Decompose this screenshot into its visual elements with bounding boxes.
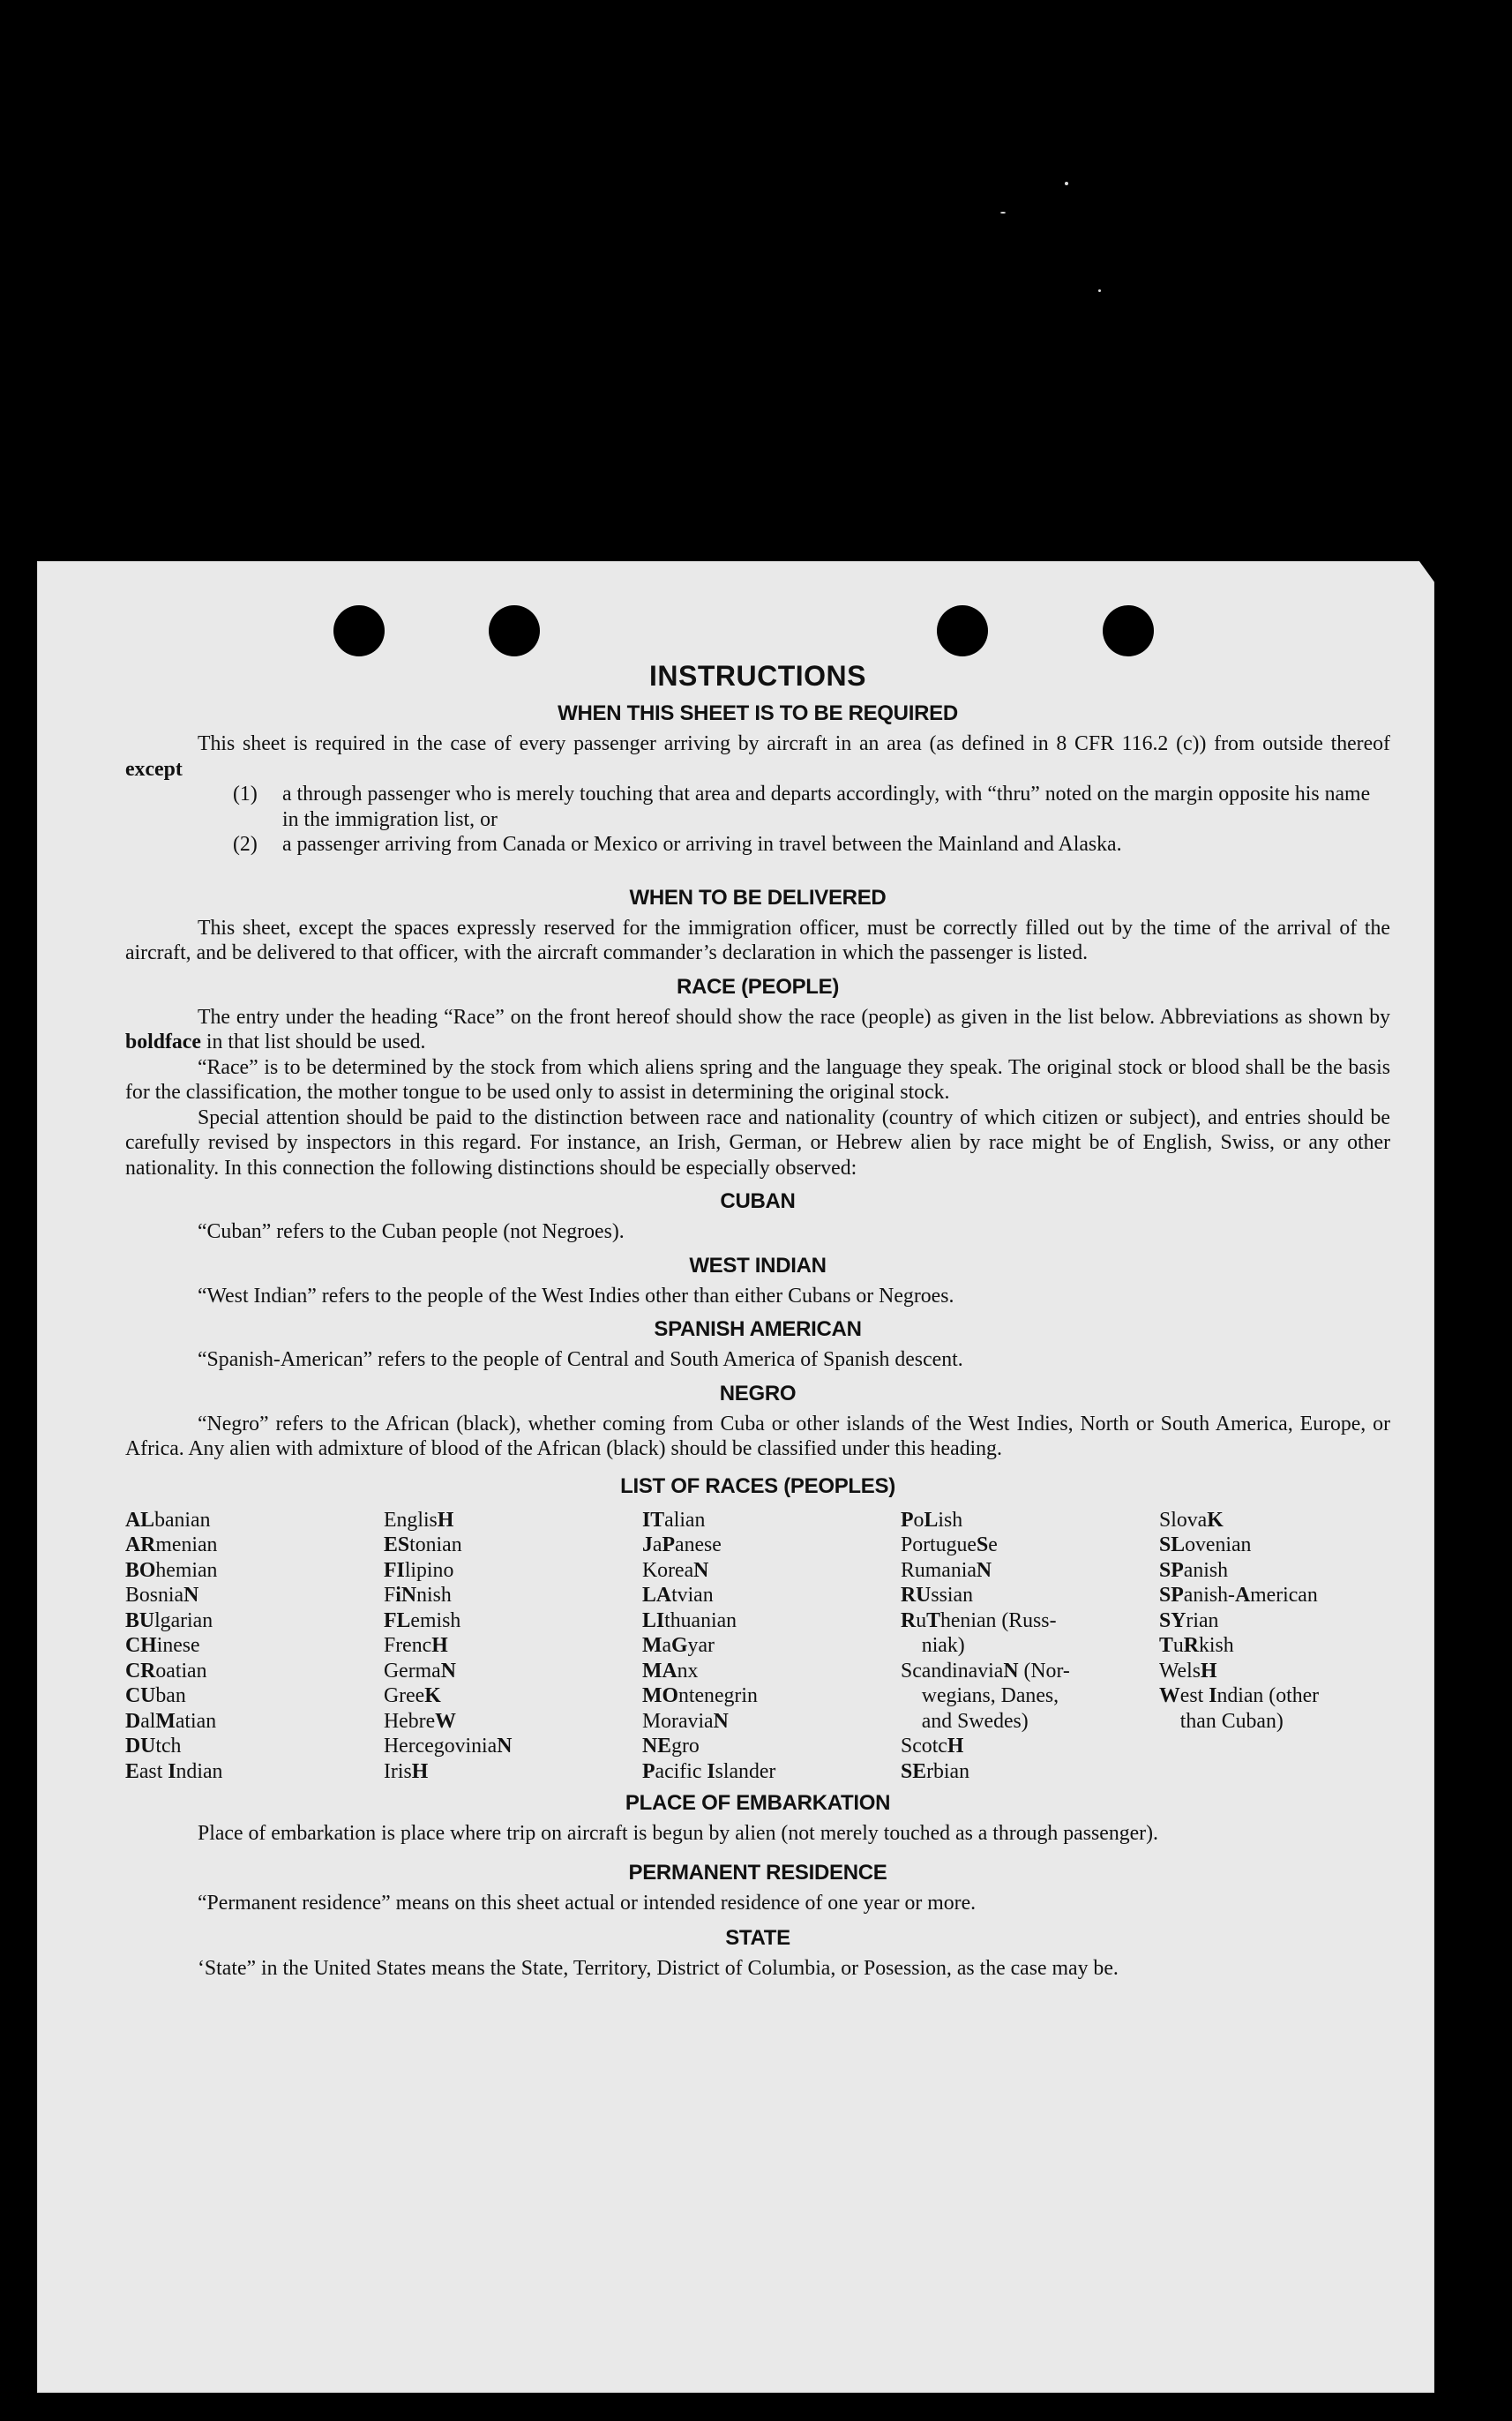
race-entry (642, 1709, 901, 1735)
dust-speck (1000, 212, 1006, 214)
race-entry (125, 1633, 384, 1659)
race-entry-text: N (713, 1709, 729, 1733)
race-entry (1159, 1683, 1418, 1709)
race-entry-text: RU (901, 1584, 932, 1607)
race-entry-text: henian (Russ- (939, 1608, 1057, 1632)
race-entry-text: P (662, 1533, 676, 1556)
race-entry (901, 1633, 1159, 1659)
race-entry-text: M (642, 1634, 662, 1657)
race-entry-text: M (155, 1709, 176, 1733)
race-entry-text: est (1179, 1684, 1209, 1707)
race-entry (125, 1583, 384, 1608)
section-heading-delivered: WHEN TO BE DELIVERED (629, 885, 887, 910)
race-entry (642, 1633, 901, 1659)
race-entry-text: BO (125, 1558, 156, 1582)
race-entry-text: rian (1186, 1608, 1219, 1632)
delivered-text: This sheet, except the spaces expressly reserved for the immigration officer, must be correctly filled out by the time of the arrival of the aircraft, and be delivered to that officer, with the aircraft commander’s declaration in which the passenger is listed. (125, 916, 1390, 964)
race-entry-text: niak) (901, 1634, 965, 1657)
dust-speck (1065, 182, 1068, 185)
race-entry (1159, 1508, 1418, 1533)
race-entry-text: W (435, 1709, 456, 1733)
race-entry-text: u (1172, 1634, 1184, 1657)
punch-hole (489, 605, 540, 656)
race-entry (642, 1759, 901, 1785)
race-entry-text: G (671, 1634, 688, 1657)
section-heading-residence: PERMANENT RESIDENCE (628, 1860, 887, 1885)
race-entry-text: ndian (other (1216, 1684, 1320, 1707)
item-number: (1) (233, 783, 258, 806)
race-entry (125, 1508, 384, 1533)
state-text: ‘State” in the United States means the State, Territory, District of Columbia, or Posession, as the case may be. (198, 1957, 1119, 1980)
race-entry-text: emish (410, 1608, 461, 1632)
race-entry (642, 1734, 901, 1759)
race-entry-text: K (424, 1684, 441, 1707)
race-entry-text: nx (677, 1659, 699, 1683)
race-entry-text: I (1209, 1684, 1217, 1707)
race-entry-text: than Cuban) (1159, 1709, 1284, 1733)
race-entry-text: ssian (931, 1584, 973, 1607)
races-list (125, 1508, 1390, 1785)
race-entry-text: P (642, 1759, 655, 1783)
race-entry-text: Wels (1159, 1659, 1201, 1683)
races-column (901, 1508, 1159, 1785)
race-entry-text: Slova (1159, 1508, 1208, 1532)
race-entry-text: ast (138, 1759, 168, 1783)
race-entry-text: a (652, 1533, 662, 1556)
race-entry (384, 1709, 642, 1735)
race-entry-text: al (140, 1709, 156, 1733)
race-entry-text: hemian (155, 1558, 218, 1582)
race-entry-text: I (168, 1759, 176, 1783)
race-entry-text: I (707, 1759, 715, 1783)
race-entry (125, 1608, 384, 1634)
race-entry-text: H (411, 1759, 429, 1783)
race-entry-text: MA (642, 1659, 677, 1683)
race-entry (901, 1508, 1159, 1533)
race-entry-text: ban (155, 1684, 186, 1707)
section-heading-cuban: CUBAN (720, 1189, 796, 1213)
item-number: (2) (233, 833, 258, 856)
race-entry-text: Scandinavia (901, 1659, 1004, 1683)
race-entry-text: K (1207, 1508, 1224, 1532)
race-entry-text: Portugue (901, 1533, 977, 1556)
race-entry-text: FI (384, 1558, 405, 1582)
race-entry-text: ndian (176, 1759, 223, 1783)
race-entry (1159, 1583, 1418, 1608)
race-paragraph-2: “Race” is to be determined by the stock from which aliens spring and the language they speak. The original stock or blood shall be the basis for the classification, the mother tongue to be used only to assist in determining the original stock. (125, 1055, 1390, 1104)
race-entry-text: ntenegrin (677, 1684, 758, 1707)
race-entry (901, 1734, 1159, 1759)
race-entry-text: D (125, 1709, 141, 1733)
required-item-2 (125, 832, 1390, 858)
race-entry (125, 1659, 384, 1684)
race-entry-text: SP (1159, 1584, 1184, 1607)
race-entry-text: tonian (409, 1533, 462, 1556)
race-entry-text: N (693, 1558, 709, 1582)
race-entry (642, 1583, 901, 1608)
race-entry-text: anese (675, 1533, 722, 1556)
race-paragraph-1 (125, 1005, 1390, 1055)
race-entry-text: A (1234, 1584, 1251, 1607)
west-indian-text: “West Indian” refers to the people of the West Indies other than either Cubans or Negroes. (198, 1284, 954, 1308)
punch-hole (937, 605, 988, 656)
document-sheet (37, 561, 1434, 2393)
race-entry (1159, 1659, 1418, 1684)
race-entry-text: J (642, 1533, 653, 1556)
race-entry-text: o (913, 1508, 924, 1532)
race-entry (384, 1633, 642, 1659)
race-paragraph-3: Special attention should be paid to the distinction between race and nationality (country of which citizen or subject), and entries should be carefully revised by inspectors in this regard. For instance, an Irish, German, or Hebrew alien by race might be of English, Swiss, or any other nationality. In this connection the following distinctions should be especially observed: (125, 1106, 1390, 1180)
race-p1-b: in that list should be used. (206, 1031, 426, 1053)
race-entry-text: menian (155, 1533, 218, 1556)
race-entry (901, 1608, 1159, 1634)
race-entry-text: S (976, 1533, 989, 1556)
dust-speck (1098, 289, 1101, 292)
race-entry (642, 1659, 901, 1684)
race-entry-text: merican (1250, 1584, 1318, 1607)
race-entry-text: Bosnia (125, 1584, 184, 1607)
race-entry-text: (Nor- (1018, 1659, 1070, 1683)
race-entry-text: IT (642, 1508, 665, 1532)
race-entry (901, 1533, 1159, 1558)
race-entry-text: gro (671, 1735, 700, 1758)
race-entry-text: SL (1159, 1533, 1186, 1556)
race-entry (642, 1508, 901, 1533)
cuban-text: “Cuban” refers to the Cuban people (not Negroes). (198, 1220, 625, 1243)
race-entry-text: N (183, 1584, 199, 1607)
corner-notch (1417, 558, 1440, 589)
race-entry-text: H (947, 1735, 964, 1758)
race-entry-text: AL (125, 1508, 155, 1532)
section-heading-state: STATE (725, 1926, 790, 1950)
section-heading-spanish-american: SPANISH AMERICAN (654, 1317, 862, 1341)
race-entry-text: acific (655, 1759, 707, 1783)
race-entry-text: banian (154, 1508, 211, 1532)
race-entry (901, 1558, 1159, 1584)
embarkation-text: Place of embarkation is place where trip on aircraft is begun by alien (not merely touched as a through passenger). (198, 1822, 1158, 1845)
race-entry-text: atian (175, 1709, 217, 1733)
race-entry (384, 1734, 642, 1759)
race-entry-text: CH (125, 1634, 157, 1657)
section-heading-negro: NEGRO (719, 1381, 797, 1405)
race-entry (901, 1659, 1159, 1684)
race-entry-text: L (924, 1508, 939, 1532)
race-entry (384, 1683, 642, 1709)
race-entry-text: W (1159, 1684, 1180, 1707)
race-entry-text: SY (1159, 1608, 1186, 1632)
race-entry-text: T (926, 1608, 940, 1632)
race-entry-text: CR (125, 1659, 156, 1683)
race-entry-text: Englis (384, 1508, 438, 1532)
race-entry-text: anish- (1183, 1584, 1235, 1607)
race-entry-text: AR (125, 1533, 156, 1556)
race-entry-text: BU (125, 1608, 155, 1632)
required-item-1 (125, 782, 1390, 832)
page-title: INSTRUCTIONS (649, 660, 866, 692)
race-entry-text: lipino (404, 1558, 454, 1582)
race-entry-text: R (1183, 1634, 1199, 1657)
section-heading-embarkation: PLACE OF EMBARKATION (625, 1791, 891, 1815)
race-entry-text: tvian (671, 1584, 714, 1607)
race-entry (1159, 1709, 1418, 1735)
race-entry-text: H (437, 1508, 454, 1532)
race-entry-text: ish (938, 1508, 963, 1532)
negro-text: “Negro” refers to the African (black), whether coming from Cuba or other islands of the West Indies, North or South America, Europe, or Africa. Any alien with admixture of blood of the African (black) should be classified under this heading. (125, 1412, 1390, 1460)
race-entry-text: alian (664, 1508, 706, 1532)
race-entry-text: and Swedes) (901, 1709, 1029, 1733)
race-entry-text: H (1201, 1659, 1217, 1683)
race-entry-text: Korea (642, 1558, 694, 1582)
race-entry-text: iN (395, 1584, 417, 1607)
race-entry (384, 1583, 642, 1608)
instructions-content (125, 660, 1390, 1982)
race-entry-text: Scotc (901, 1735, 947, 1758)
race-entry-text: Hercegovinia (384, 1735, 498, 1758)
race-entry (901, 1759, 1159, 1785)
race-entry-text: yar (687, 1634, 715, 1657)
required-intro-b: 116.2 (c)) from outside thereof (1121, 732, 1390, 755)
race-entry-text: N (976, 1558, 992, 1582)
race-entry-text: E (125, 1759, 139, 1783)
section-heading-race: RACE (PEOPLE) (676, 974, 840, 999)
race-entry-text: oatian (155, 1659, 207, 1683)
race-entry-text: DU (125, 1735, 156, 1758)
race-entry-text: LA (642, 1584, 672, 1607)
race-entry (384, 1533, 642, 1558)
race-entry-text: T (1159, 1634, 1173, 1657)
race-entry (384, 1508, 642, 1533)
race-entry (1159, 1533, 1418, 1558)
races-column (384, 1508, 642, 1785)
race-entry (1159, 1633, 1418, 1659)
race-entry-text: CU (125, 1684, 156, 1707)
race-entry-text: ovenian (1185, 1533, 1252, 1556)
race-entry (125, 1709, 384, 1735)
race-entry-text: Frenc (384, 1634, 432, 1657)
race-entry-text: a (662, 1634, 672, 1657)
race-entry-text: H (431, 1634, 448, 1657)
required-intro-a: This sheet is required in the case of every passenger arriving by aircraft in an area (as defined in 8 CFR (198, 732, 1114, 755)
race-entry (125, 1683, 384, 1709)
race-entry-text: tch (155, 1735, 182, 1758)
race-entry (125, 1759, 384, 1785)
spanish-american-text: “Spanish-American” refers to the people of Central and South America of Spanish descent. (198, 1348, 963, 1371)
required-intro (125, 731, 1390, 782)
race-entry (384, 1608, 642, 1634)
race-entry-text: F (384, 1584, 396, 1607)
section-heading-required: WHEN THIS SHEET IS TO BE REQUIRED (558, 701, 958, 725)
race-entry-text: rbian (926, 1759, 970, 1783)
race-entry-text: thuanian (664, 1608, 737, 1632)
races-column (642, 1508, 901, 1785)
race-entry-text: u (916, 1608, 927, 1632)
race-entry-text: N (1003, 1659, 1019, 1683)
race-entry (1159, 1608, 1418, 1634)
race-entry (642, 1558, 901, 1584)
race-entry (901, 1583, 1159, 1608)
race-entry-text: slander (715, 1759, 776, 1783)
race-entry-text: Iris (384, 1759, 412, 1783)
race-entry-text: Gree (384, 1684, 425, 1707)
race-entry-text: anish (1183, 1558, 1229, 1582)
race-entry (642, 1608, 901, 1634)
race-entry-text: P (901, 1508, 914, 1532)
races-column (125, 1508, 384, 1785)
required-intro-except: except (125, 757, 183, 781)
race-entry-text: NE (642, 1735, 672, 1758)
race-entry-text: lgarian (154, 1608, 213, 1632)
race-entry (125, 1558, 384, 1584)
race-entry (901, 1709, 1159, 1735)
race-entry-text: inese (156, 1634, 200, 1657)
race-entry-text: wegians, Danes, (901, 1684, 1059, 1707)
punch-hole (1103, 605, 1154, 656)
race-entry (642, 1533, 901, 1558)
race-entry (642, 1683, 901, 1709)
race-entry (384, 1759, 642, 1785)
race-entry (901, 1683, 1159, 1709)
race-entry (1159, 1558, 1418, 1584)
item-text: a passenger arriving from Canada or Mexico or arriving in travel between the Mainland and Alaska. (282, 833, 1122, 856)
race-p1-a: The entry under the heading “Race” on the front hereof should show the race (people) as given in the list below. Abbreviations as shown by (198, 1005, 1390, 1029)
race-entry-text: SP (1159, 1558, 1184, 1582)
race-entry-text: Moravia (642, 1709, 714, 1733)
section-heading-west-indian: WEST INDIAN (689, 1253, 827, 1278)
race-entry-text: R (901, 1608, 917, 1632)
race-entry-text: N (497, 1735, 513, 1758)
races-column (1159, 1508, 1418, 1785)
race-entry-text: MO (642, 1684, 678, 1707)
race-entry-text: e (988, 1533, 998, 1556)
race-entry (125, 1734, 384, 1759)
race-entry-text: ES (384, 1533, 410, 1556)
race-entry-text: kish (1198, 1634, 1234, 1657)
race-entry (384, 1558, 642, 1584)
residence-text: “Permanent residence” means on this sheet actual or intended residence of one year or more. (198, 1891, 977, 1915)
race-entry (384, 1659, 642, 1684)
race-entry-text: Rumania (901, 1558, 977, 1582)
race-entry-text: Hebre (384, 1709, 436, 1733)
race-entry (125, 1533, 384, 1558)
race-entry-text: Germa (384, 1659, 441, 1683)
punch-hole (333, 605, 385, 656)
item-text: a through passenger who is merely touching that area and departs accordingly, with “thru” noted on the margin opposite his name in the immigration list, or (282, 783, 1371, 831)
section-heading-list-of-races: LIST OF RACES (PEOPLES) (620, 1473, 895, 1498)
race-entry-text: FL (384, 1608, 411, 1632)
race-entry-text: nish (416, 1584, 452, 1607)
race-entry-text: N (440, 1659, 456, 1683)
race-entry-text: SE (901, 1759, 927, 1783)
race-p1-bold: boldface (125, 1031, 201, 1053)
race-entry-text: LI (642, 1608, 665, 1632)
